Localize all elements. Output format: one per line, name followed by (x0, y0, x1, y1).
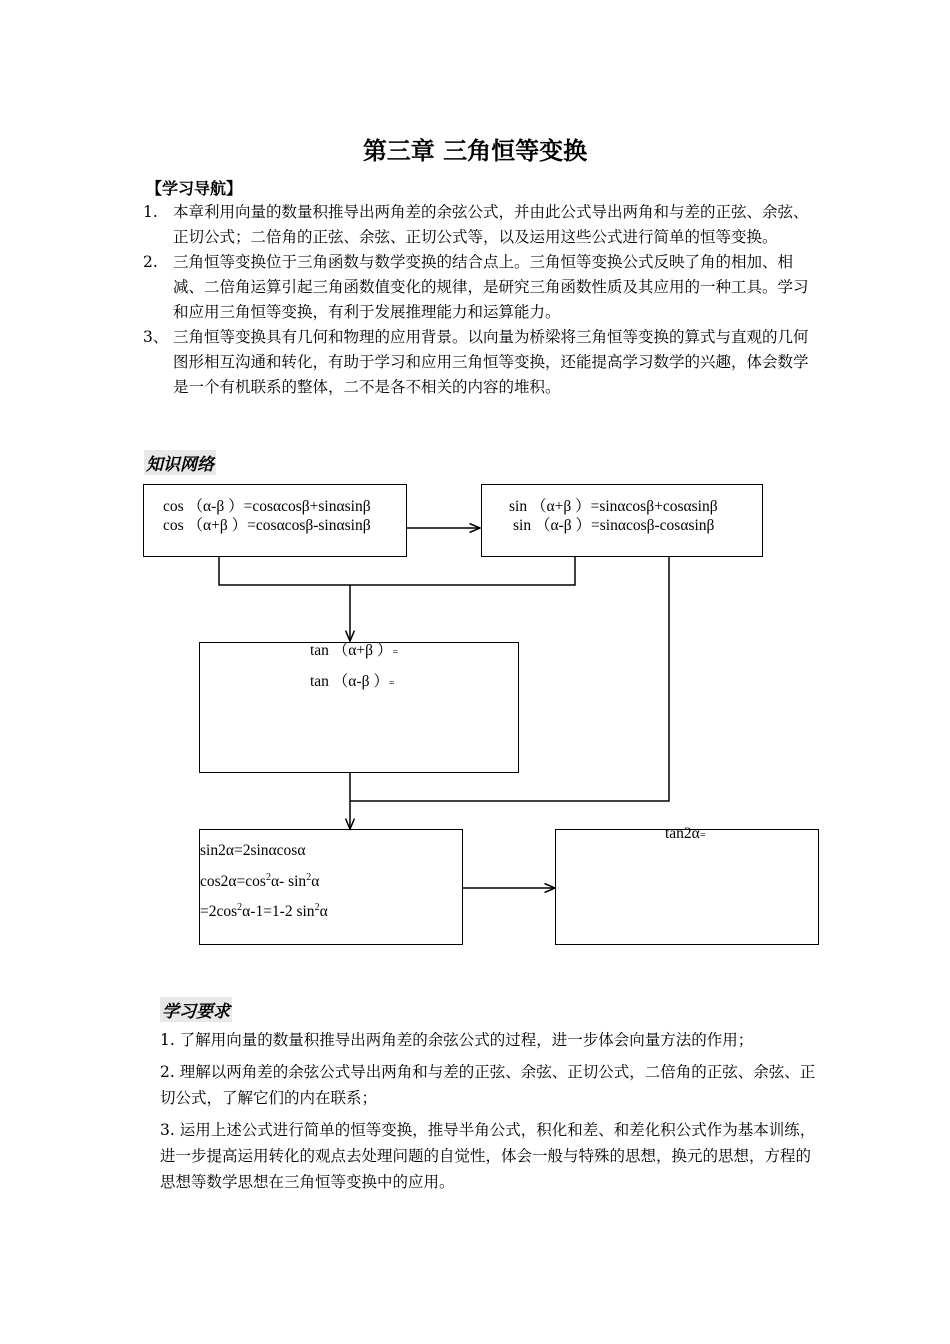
tan-diff-equals: = (388, 678, 395, 689)
tan-double-label: tan2α (665, 825, 700, 842)
tan-formula-box (199, 642, 519, 773)
cos-sum-formula: cos （α+β ）=cosαcosβ-sinαsinβ (163, 517, 371, 534)
navigation-item-number: 1. (143, 203, 158, 221)
cos-double-formula (200, 872, 319, 891)
double-angle-box (199, 829, 463, 945)
square-superscript: 2 (265, 872, 271, 883)
requirement-item: 2. 理解以两角差的余弦公式导出两角和与差的正弦、余弦、正切公式，二倍角的正弦、余弦、正切公式，了解它们的内在联系； (160, 1063, 816, 1107)
tan-sum-formula (310, 638, 398, 660)
square-superscript: 2 (306, 872, 312, 883)
tan-double-formula (665, 825, 705, 843)
page-title: 第三章 三角恒等变换 (362, 137, 588, 165)
connector-cos-sin-merge (219, 557, 575, 585)
tan-double-box (555, 825, 819, 945)
requirements-heading: 学习要求 (160, 997, 232, 1022)
tan-sum-label: tan （α+β ） (310, 642, 393, 659)
sin-double-formula: sin2α=2sinαcosα (200, 842, 306, 859)
knowledge-network-heading: 知识网络 (144, 450, 216, 475)
tan-sum-equals: = (392, 647, 399, 658)
tan-double-equals: = (699, 830, 706, 841)
cos-formula-box (143, 484, 407, 557)
tan-diff-label: tan （α-β ） (310, 673, 389, 690)
tan-diff-formula (310, 669, 395, 691)
sin-sum-formula: sin （α+β ）=sinαcosβ+cosαsinβ (509, 498, 718, 515)
cos-double-part-c: α (311, 873, 320, 891)
cos-double-part-b: α- sin (270, 873, 307, 891)
sin-formula-box (481, 484, 763, 557)
cos-alt-part-b: α-1=1-2 sin (242, 903, 315, 921)
navigation-item-text: 三角恒等变换位于三角函数与数学变换的结合点上。三角恒等变换公式反映了角的相加、相减、二倍角运算引起三角函数值变化的规律，是研究三角函数性质及其应用的一种工具。学习和应用三角恒等变换，有利于发展推理能力和运算能力。 (173, 253, 809, 321)
cos-double-alt-formula (200, 902, 328, 921)
cos-alt-part-a: =2cos (200, 903, 238, 921)
square-superscript: 2 (237, 902, 243, 913)
sin-diff-formula: sin （α-β ）=sinαcosβ-cosαsinβ (513, 517, 715, 534)
cos-double-part-a: cos2α=cos (200, 873, 266, 891)
navigation-item-text: 三角恒等变换具有几何和物理的应用背景。以向量为桥梁将三角恒等变换的算式与直观的几何图形相互沟通和转化，有助于学习和应用三角恒等变换，还能提高学习数学的兴趣，体会数学是一个有机联系的整体，二不是各不相关的内容的堆积。 (173, 328, 809, 396)
navigation-item-number: 2. (143, 253, 158, 271)
cos-diff-formula: cos （α-β ）=cosαcosβ+sinαsinβ (163, 498, 371, 515)
requirement-item: 3. 运用上述公式进行简单的恒等变换，推导半角公式，积化和差、和差化积公式作为基本训练，进一步提高运用转化的观点去处理问题的自觉性，体会一般与特殊的思想，换元的思想，方程的思想等数学思想在三角恒等变换中的应用。 (160, 1121, 816, 1191)
navigation-item-number: 3、 (143, 328, 169, 346)
cos-alt-part-c: α (319, 903, 328, 921)
navigation-item-text: 本章利用向量的数量积推导出两角差的余弦公式，并由此公式导出两角和与差的正弦、余弦、正切公式；二倍角的正弦、余弦、正切公式等，以及运用这些公式进行简单的恒等变换。 (173, 203, 809, 246)
requirements-list (160, 1027, 825, 1201)
navigation-heading: 【学习导航】 (146, 179, 243, 198)
square-superscript: 2 (314, 902, 320, 913)
requirement-item: 1. 了解用向量的数量积推导出两角差的余弦公式的过程，进一步体会向量方法的作用； (160, 1031, 754, 1049)
